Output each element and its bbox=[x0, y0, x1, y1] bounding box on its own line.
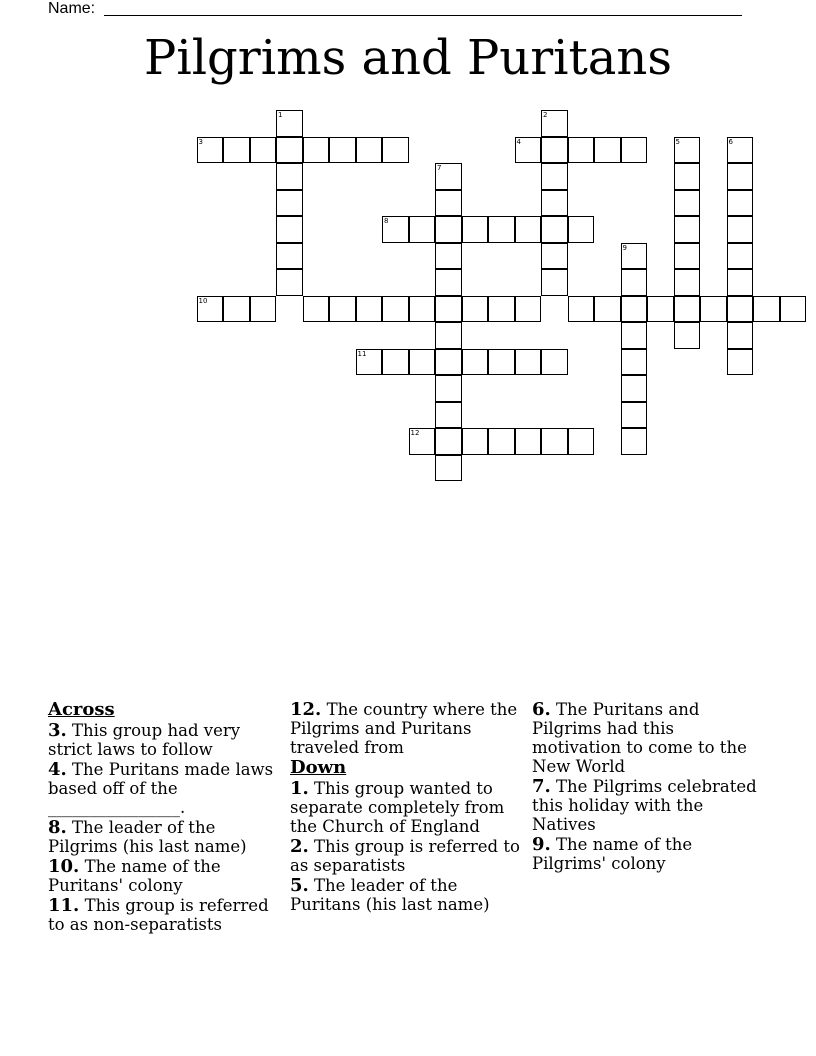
clue-across-3 bbox=[48, 721, 280, 759]
clue-number: 9. bbox=[532, 834, 551, 855]
clue-text: The leader of the Pilgrims (his last name) bbox=[48, 818, 247, 856]
crossword-cell[interactable] bbox=[409, 216, 436, 243]
crossword-cell[interactable] bbox=[223, 296, 250, 323]
crossword-cell[interactable] bbox=[674, 190, 701, 217]
crossword-cell[interactable] bbox=[541, 190, 568, 217]
clue-number-label: 6 bbox=[728, 137, 733, 146]
clue-number: 2. bbox=[290, 836, 309, 857]
crossword-cell[interactable] bbox=[356, 137, 383, 164]
crossword-cell[interactable] bbox=[409, 349, 436, 376]
crossword-cell[interactable] bbox=[621, 428, 648, 455]
clue-down-7 bbox=[532, 777, 768, 834]
crossword-cell[interactable] bbox=[435, 322, 462, 349]
crossword-cell[interactable] bbox=[435, 163, 462, 190]
crossword-cell[interactable] bbox=[621, 375, 648, 402]
crossword-cell[interactable] bbox=[515, 428, 542, 455]
down-heading: Down bbox=[290, 757, 347, 778]
crossword-cell[interactable] bbox=[276, 216, 303, 243]
crossword-cell[interactable] bbox=[621, 296, 648, 323]
clue-number-label: 4 bbox=[516, 137, 521, 146]
clue-text: The name of the Puritans' colony bbox=[48, 857, 221, 895]
clue-down-9 bbox=[532, 835, 768, 873]
clue-text: The Puritans and Pilgrims had this motivation to come to the New World bbox=[532, 700, 747, 776]
clue-down-2 bbox=[290, 837, 522, 875]
crossword-cell[interactable] bbox=[674, 269, 701, 296]
crossword-cell[interactable] bbox=[276, 137, 303, 164]
clue-number-label: 2 bbox=[543, 111, 548, 119]
crossword-cell[interactable] bbox=[462, 349, 489, 376]
crossword-cell[interactable] bbox=[197, 137, 224, 164]
crossword-cell[interactable] bbox=[568, 428, 595, 455]
crossword-cell[interactable] bbox=[727, 322, 754, 349]
clue-down-5 bbox=[290, 876, 522, 914]
clue-number-label: 11 bbox=[357, 349, 367, 358]
crossword-cell[interactable] bbox=[303, 137, 330, 164]
clue-number-label: 10 bbox=[198, 296, 208, 305]
clue-column-2 bbox=[290, 700, 522, 915]
crossword-cell[interactable] bbox=[223, 137, 250, 164]
crossword-cell[interactable] bbox=[382, 216, 409, 243]
clue-number-label: 5 bbox=[675, 137, 680, 146]
clue-column-3 bbox=[532, 700, 768, 874]
crossword-cell[interactable] bbox=[594, 296, 621, 323]
crossword-cell[interactable] bbox=[727, 243, 754, 270]
crossword-cell[interactable] bbox=[568, 296, 595, 323]
across-heading: Across bbox=[48, 699, 115, 720]
clue-number-label: 12 bbox=[410, 429, 420, 437]
crossword-cell[interactable] bbox=[674, 216, 701, 243]
crossword-cell[interactable] bbox=[780, 296, 807, 323]
crossword-cell[interactable] bbox=[541, 428, 568, 455]
crossword-cell[interactable] bbox=[753, 296, 780, 323]
crossword-cell[interactable] bbox=[435, 243, 462, 270]
crossword-cell[interactable] bbox=[621, 243, 648, 270]
clue-number: 3. bbox=[48, 720, 67, 741]
crossword-cell[interactable] bbox=[435, 375, 462, 402]
clue-across-8 bbox=[48, 818, 280, 856]
crossword-cell[interactable] bbox=[515, 216, 542, 243]
crossword-cell[interactable] bbox=[435, 190, 462, 217]
crossword-cell[interactable] bbox=[674, 243, 701, 270]
crossword-cell[interactable] bbox=[727, 137, 754, 164]
clue-number-label: 3 bbox=[198, 137, 203, 146]
clue-text: The Puritans made laws based off of the ________________. bbox=[48, 760, 274, 817]
clue-across-10 bbox=[48, 857, 280, 895]
clue-across-12 bbox=[290, 700, 522, 757]
clue-text: The country where the Pilgrims and Puritans traveled from bbox=[290, 700, 518, 757]
crossword-cell[interactable] bbox=[250, 137, 277, 164]
crossword-cell[interactable] bbox=[594, 137, 621, 164]
crossword-cell[interactable] bbox=[435, 216, 462, 243]
crossword-cell[interactable] bbox=[727, 163, 754, 190]
clue-number: 11. bbox=[48, 895, 80, 916]
crossword-cell[interactable] bbox=[568, 137, 595, 164]
crossword-cell[interactable] bbox=[276, 269, 303, 296]
clue-number: 7. bbox=[532, 776, 551, 797]
crossword-cell[interactable] bbox=[621, 137, 648, 164]
crossword-cell[interactable] bbox=[197, 296, 224, 323]
clue-number-label: 7 bbox=[437, 164, 442, 172]
crossword-cell[interactable] bbox=[568, 216, 595, 243]
crossword-cell[interactable] bbox=[435, 296, 462, 323]
crossword-cell[interactable] bbox=[409, 296, 436, 323]
crossword-cell[interactable] bbox=[329, 296, 356, 323]
crossword-cell[interactable] bbox=[250, 296, 277, 323]
clue-text: This group is referred to as separatists bbox=[290, 837, 520, 875]
crossword-cell[interactable] bbox=[515, 349, 542, 376]
crossword-cell[interactable] bbox=[541, 110, 568, 137]
crossword-cell[interactable] bbox=[674, 137, 701, 164]
crossword-cell[interactable] bbox=[621, 322, 648, 349]
clue-number: 1. bbox=[290, 778, 309, 799]
crossword-cell[interactable] bbox=[276, 243, 303, 270]
crossword-cell[interactable] bbox=[541, 349, 568, 376]
crossword-cell[interactable] bbox=[409, 428, 436, 455]
page-title: Pilgrims and Puritans bbox=[144, 30, 672, 86]
crossword-cell[interactable] bbox=[462, 216, 489, 243]
crossword-cell[interactable] bbox=[541, 163, 568, 190]
crossword-cell[interactable] bbox=[382, 137, 409, 164]
clue-number: 8. bbox=[48, 817, 67, 838]
crossword-cell[interactable] bbox=[276, 190, 303, 217]
clue-number: 4. bbox=[48, 759, 67, 780]
crossword-cell[interactable] bbox=[700, 296, 727, 323]
crossword-cell[interactable] bbox=[435, 428, 462, 455]
clue-text: This group wanted to separate completely from the Church of England bbox=[290, 779, 505, 836]
crossword-cell[interactable] bbox=[435, 349, 462, 376]
clue-text: The leader of the Puritans (his last name) bbox=[290, 876, 490, 914]
crossword-cell[interactable] bbox=[356, 296, 383, 323]
crossword-cell[interactable] bbox=[488, 349, 515, 376]
crossword-cell[interactable] bbox=[462, 428, 489, 455]
crossword-cell[interactable] bbox=[435, 269, 462, 296]
clue-number-label: 1 bbox=[278, 111, 283, 119]
crossword-cell[interactable] bbox=[727, 269, 754, 296]
clue-number-label: 9 bbox=[622, 243, 627, 252]
crossword-cell[interactable] bbox=[727, 349, 754, 376]
crossword-cell[interactable] bbox=[515, 296, 542, 323]
crossword-cell[interactable] bbox=[727, 190, 754, 217]
crossword-cell[interactable] bbox=[488, 296, 515, 323]
clue-column-1 bbox=[48, 700, 280, 935]
crossword-cell[interactable] bbox=[382, 349, 409, 376]
crossword-cell[interactable] bbox=[462, 296, 489, 323]
clue-down-6 bbox=[532, 700, 768, 776]
name-label: Name: bbox=[48, 0, 96, 17]
crossword-cell[interactable] bbox=[303, 296, 330, 323]
clue-text: This group had very strict laws to follow bbox=[48, 721, 241, 759]
crossword-cell[interactable] bbox=[541, 216, 568, 243]
clue-across-4 bbox=[48, 760, 280, 817]
clue-number-label: 8 bbox=[384, 217, 389, 225]
clue-number: 10. bbox=[48, 856, 80, 877]
crossword-cell[interactable] bbox=[435, 455, 462, 482]
crossword-cell[interactable] bbox=[621, 402, 648, 429]
crossword-cell[interactable] bbox=[382, 296, 409, 323]
crossword-cell[interactable] bbox=[727, 296, 754, 323]
crossword-cell[interactable] bbox=[621, 269, 648, 296]
crossword-cell[interactable] bbox=[541, 243, 568, 270]
clue-text: The name of the Pilgrims' colony bbox=[532, 835, 693, 873]
crossword-cell[interactable] bbox=[276, 110, 303, 137]
crossword-cell[interactable] bbox=[488, 216, 515, 243]
clue-number: 12. bbox=[290, 699, 322, 720]
crossword-cell[interactable] bbox=[488, 428, 515, 455]
crossword-cell[interactable] bbox=[647, 296, 674, 323]
crossword-cell[interactable] bbox=[276, 163, 303, 190]
clue-number: 5. bbox=[290, 875, 309, 896]
crossword-cell[interactable] bbox=[515, 137, 542, 164]
crossword-cell[interactable] bbox=[674, 163, 701, 190]
crossword-cell[interactable] bbox=[674, 296, 701, 323]
crossword-cell[interactable] bbox=[541, 269, 568, 296]
clue-text: The Pilgrims celebrated this holiday with the Natives bbox=[532, 777, 757, 834]
crossword-cell[interactable] bbox=[435, 402, 462, 429]
crossword-cell[interactable] bbox=[541, 137, 568, 164]
crossword-cell[interactable] bbox=[329, 137, 356, 164]
crossword-cell[interactable] bbox=[356, 349, 383, 376]
clue-number: 6. bbox=[532, 699, 551, 720]
clue-down-1 bbox=[290, 779, 522, 836]
crossword-cell[interactable] bbox=[621, 349, 648, 376]
clue-text: This group is referred to as non-separatists bbox=[48, 896, 269, 934]
crossword-cell[interactable] bbox=[727, 216, 754, 243]
clue-across-11 bbox=[48, 896, 280, 934]
crossword-cell[interactable] bbox=[674, 322, 701, 349]
